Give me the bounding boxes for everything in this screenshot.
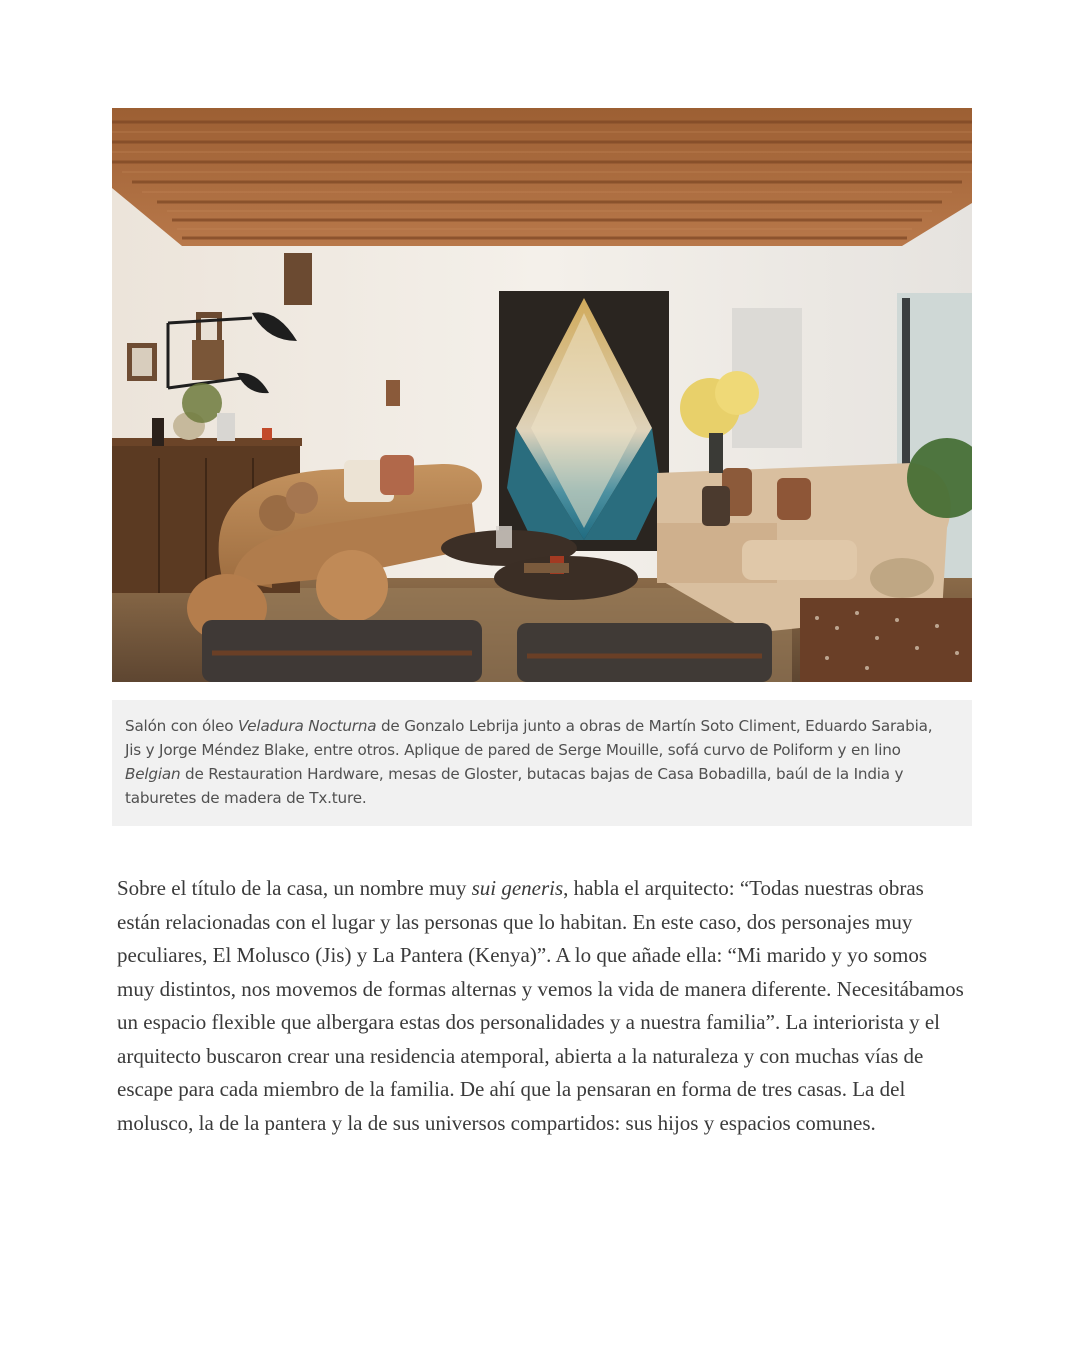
living-room-photo bbox=[112, 108, 972, 682]
paragraph-emphasis: sui generis bbox=[471, 876, 564, 900]
caption-text: Salón con óleo bbox=[125, 717, 238, 735]
paragraph-text: , habla el arquitecto: “Todas nuestras obras están relacionadas con el lugar y las personas que lo habitan. En este caso, dos personajes muy peculiares, El Molusco (Jis) y La Pantera (Kenya)”. A lo que añade ella: “Mi marido y yo somos muy distintos, nos movemos de formas alternas y vemos la vida de manera diferente. Necesitábamos un espacio flexible que albergara estas dos personalidades y a nuestra familia”. La interiorista y el arquitecto buscaron crear una residencia atemporal, abierta a la naturaleza y con muchas vías de escape para cada miembro de la familia. De ahí que la pensaran en forma de tres casas. La del molusco, la de la pantera y la de sus universos compartidos: sus hijos y espacios comunes. bbox=[117, 876, 964, 1135]
paragraph-text: Sobre el título de la casa, un nombre muy bbox=[117, 876, 472, 900]
caption-text: de Restauration Hardware, mesas de Gloster, butacas bajas de Casa Bobadilla, baúl de la India y taburetes de madera de Tx.ture. bbox=[125, 765, 904, 807]
caption-text: de Gonzalo Lebrija junto a obras de Martín Soto Climent, Eduardo Sarabia, Jis y Jorge Méndez Blake, entre otros. Aplique de pared de Serge Mouille, sofá curvo de Poliform y en lino bbox=[125, 717, 933, 759]
india-chest bbox=[800, 598, 972, 682]
photo-caption bbox=[112, 700, 972, 826]
artwork-title: Veladura Nocturna bbox=[237, 717, 377, 735]
wood-ceiling bbox=[112, 108, 972, 246]
article-paragraph bbox=[117, 872, 967, 1140]
product-name: Belgian bbox=[125, 765, 181, 783]
